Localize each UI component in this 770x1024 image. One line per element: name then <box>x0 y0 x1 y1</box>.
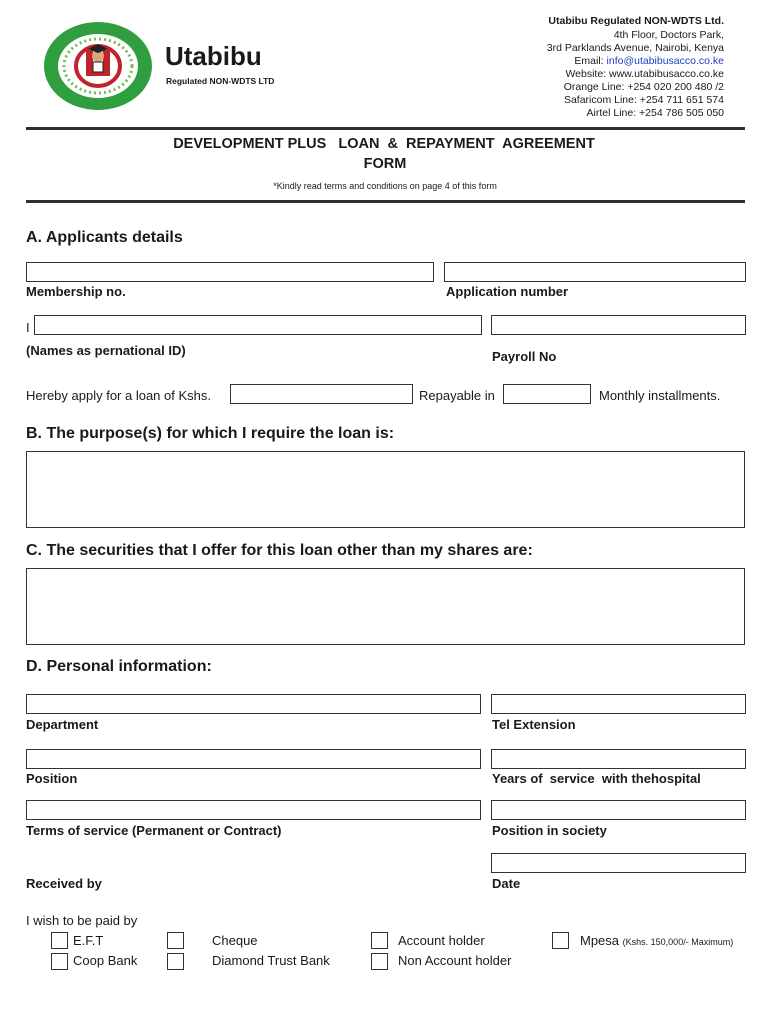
coop-bank-label: Coop Bank <box>73 953 138 968</box>
years-of-service-label: Years of service with thehospital <box>492 771 701 786</box>
position-in-society-label: Position in society <box>492 823 607 838</box>
tel-extension-input[interactable] <box>491 694 746 714</box>
contact-email-link[interactable]: info@utabibusacco.co.ke <box>606 55 724 67</box>
securities-textarea[interactable] <box>26 568 745 645</box>
loan-amount-prefix: Hereby apply for a loan of Kshs. <box>26 388 211 403</box>
form-title-line2: FORM <box>363 156 407 172</box>
tel-extension-label: Tel Extension <box>492 717 576 732</box>
date-input[interactable] <box>491 853 746 873</box>
diamond-trust-bank-label: Diamond Trust Bank <box>212 953 330 968</box>
diamond-trust-bank-checkbox[interactable] <box>167 953 184 970</box>
installments-input[interactable] <box>503 384 591 404</box>
position-label: Position <box>26 771 78 786</box>
section-a-heading: A. Applicants details <box>26 229 183 246</box>
payment-intro: I wish to be paid by <box>26 913 138 928</box>
position-input[interactable] <box>26 749 481 769</box>
years-of-service-input[interactable] <box>491 749 746 769</box>
mpesa-label <box>580 933 733 948</box>
section-d-heading: D. Personal information: <box>26 658 212 675</box>
department-label: Department <box>26 717 99 732</box>
monthly-installments-label: Monthly installments. <box>599 388 721 403</box>
application-number-label: Application number <box>446 284 569 299</box>
title-divider <box>26 200 745 203</box>
society-seal <box>42 20 154 112</box>
contact-safaricom-line: Safaricom Line: +254 711 651 574 <box>563 94 724 106</box>
contact-email-label: Email: <box>574 55 607 67</box>
section-c-heading: C. The securities that I offer for this loan other than my shares are: <box>26 542 533 559</box>
cheque-label: Cheque <box>212 933 258 948</box>
contact-email <box>574 55 724 67</box>
mpesa-text: Mpesa <box>580 933 620 948</box>
terms-note: *Kindly read terms and conditions on page 4 of this form <box>273 181 497 191</box>
loan-amount-input[interactable] <box>230 384 413 404</box>
mpesa-limit-note: (Kshs. 150,000/- Maximum) <box>622 937 734 947</box>
contact-website: Website: www.utabibusacco.co.ke <box>565 68 724 80</box>
position-in-society-input[interactable] <box>491 800 746 820</box>
eft-label: E.F.T <box>73 933 104 948</box>
account-holder-checkbox[interactable] <box>371 932 388 949</box>
contact-address-1: 4th Floor, Doctors Park, <box>613 29 724 41</box>
contact-address-2: 3rd Parklands Avenue, Nairobi, Kenya <box>546 42 724 54</box>
date-label: Date <box>492 876 521 891</box>
non-account-holder-label: Non Account holder <box>398 953 512 968</box>
contact-orange-line: Orange Line: +254 020 200 480 /2 <box>563 81 724 93</box>
non-account-holder-checkbox[interactable] <box>371 953 388 970</box>
contact-company: Utabibu Regulated NON-WDTS Ltd. <box>548 15 724 27</box>
contact-airtel-line: Airtel Line: +254 786 505 050 <box>586 107 724 119</box>
membership-no-label: Membership no. <box>26 284 126 299</box>
header-divider <box>26 127 745 130</box>
org-name: Utabibu <box>165 41 262 71</box>
application-number-input[interactable] <box>444 262 746 282</box>
cheque-checkbox[interactable] <box>167 932 184 949</box>
department-input[interactable] <box>26 694 481 714</box>
org-subtitle: Regulated NON-WDTS LTD <box>166 76 275 86</box>
applicant-name-input[interactable] <box>34 315 482 335</box>
applicant-i-prefix: I <box>26 320 30 335</box>
payroll-no-label: Payroll No <box>492 349 557 364</box>
coop-bank-checkbox[interactable] <box>51 953 68 970</box>
form-title-line1: DEVELOPMENT PLUS LOAN & REPAYMENT AGREEMENT <box>173 136 595 152</box>
account-holder-label: Account holder <box>398 933 485 948</box>
mpesa-checkbox[interactable] <box>552 932 569 949</box>
terms-of-service-input[interactable] <box>26 800 481 820</box>
form-title <box>0 136 770 172</box>
section-b-heading: B. The purpose(s) for which I require the loan is: <box>26 425 395 442</box>
applicant-name-label: (Names as pernational ID) <box>26 343 186 358</box>
eft-checkbox[interactable] <box>51 932 68 949</box>
terms-of-service-label: Terms of service (Permanent or Contract) <box>26 823 282 838</box>
repayable-in-label: Repayable in <box>419 388 495 403</box>
payroll-no-input[interactable] <box>491 315 746 335</box>
loan-purpose-textarea[interactable] <box>26 451 745 528</box>
received-by-label: Received by <box>26 876 102 891</box>
membership-no-input[interactable] <box>26 262 434 282</box>
